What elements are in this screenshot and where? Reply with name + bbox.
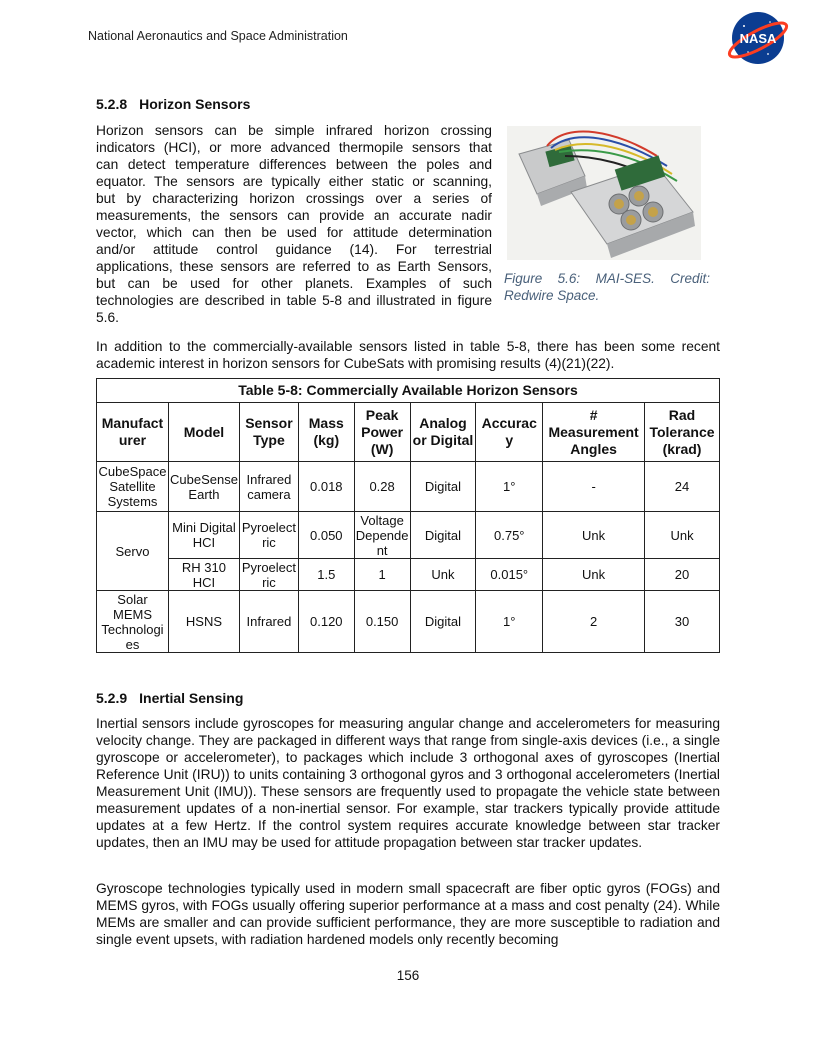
cell-signal: Unk — [410, 559, 476, 591]
cell-signal: Digital — [410, 591, 476, 653]
paragraph-line: applications, these sensors are referred to as Earth Sensors, — [96, 259, 492, 274]
cell-accuracy: 1° — [476, 462, 543, 512]
table-header-cell: Peak Power (W) — [354, 403, 410, 462]
nasa-logo-text: NASA — [739, 31, 777, 46]
cell-mass: 0.050 — [298, 512, 354, 559]
cell-peak-power: 0.28 — [354, 462, 410, 512]
paragraph-line: indicators (HCI), or more advanced thermopile sensors that — [96, 140, 492, 155]
paragraph-line: Horizon sensors can be simple infrared horizon crossing — [96, 123, 492, 138]
table-row — [97, 559, 720, 591]
paragraph-line: vector, which can then be used for attitude determination — [96, 225, 492, 240]
cell-accuracy: 1° — [476, 591, 543, 653]
paragraph-line: can detect temperature differences between the poles and — [96, 157, 492, 172]
table-header-cell: Analog or Digital — [410, 403, 476, 462]
cell-angles: Unk — [543, 559, 645, 591]
cell-manufacturer: Solar MEMS Technologi es — [97, 591, 169, 653]
cell-model: RH 310 HCI — [168, 559, 239, 591]
table-header-cell: Rad Tolerance (krad) — [645, 403, 720, 462]
cell-manufacturer: Servo — [97, 512, 169, 591]
cell-signal: Digital — [410, 512, 476, 559]
cell-rad: 30 — [645, 591, 720, 653]
page-number: 156 — [396, 968, 420, 983]
table-header-cell: Manufact urer — [97, 403, 169, 462]
sensor-photo — [507, 126, 701, 260]
cell-signal: Digital — [410, 462, 476, 512]
header-org-name: National Aeronautics and Space Administration — [88, 29, 348, 43]
cell-sensor-type: Infrared camera — [239, 462, 298, 512]
horizon-paragraph-2: In addition to the commercially-available sensors listed in table 5-8, there has been some recent academic interest in horizon sensors for CubeSats with promising results (4)(21)(22). — [96, 339, 720, 371]
table-header-cell: Mass (kg) — [298, 403, 354, 462]
inertial-paragraph-1: Inertial sensors include gyroscopes for measuring angular change and accelerometers for measuring velocity change. They are packaged in different ways that range from single-axis devices (i.e., a single gyroscope or accelerometer), to packages which include 3 orthogonal axes of gyroscopes (Inertial Reference Unit (IRU)) to units containing 3 orthogonal gyros and 3 orthogonal accelerometers (Inertial Measurement Unit (IMU)). These sensors are frequently used to propagate the vehicle state between measurement updates of a non-inertial sensor. For example, star trackers typically provide attitude updates at a few Hertz. If the control system requires accurate knowledge between star tracker updates, then an IMU may be used for attitude propagation between star tracker updates. — [96, 716, 720, 850]
cell-model: HSNS — [168, 591, 239, 653]
table-row — [97, 591, 720, 653]
paragraph-line: but can be used for other planets. Examples of such — [96, 276, 492, 291]
cell-angles: - — [543, 462, 645, 512]
cell-rad: 20 — [645, 559, 720, 591]
cell-rad: 24 — [645, 462, 720, 512]
cell-sensor-type: Pyroelect ric — [239, 512, 298, 559]
horizon-sensors-table — [96, 378, 720, 653]
table-header-cell: Model — [168, 403, 239, 462]
cell-accuracy: 0.75° — [476, 512, 543, 559]
cell-mass: 0.120 — [298, 591, 354, 653]
paragraph-line: but by characterizing horizon crossings over a series of — [96, 191, 492, 206]
cell-accuracy: 0.015° — [476, 559, 543, 591]
table-row — [97, 512, 720, 559]
cell-angles: Unk — [543, 512, 645, 559]
cell-rad: Unk — [645, 512, 720, 559]
cell-angles: 2 — [543, 591, 645, 653]
table-header-cell: Sensor Type — [239, 403, 298, 462]
table-header-cell: Accurac y — [476, 403, 543, 462]
nasa-logo — [724, 10, 790, 66]
table-caption: Table 5-8: Commercially Available Horizon Sensors — [97, 379, 720, 403]
cell-manufacturer: CubeSpace Satellite Systems — [97, 462, 169, 512]
cell-peak-power: 0.150 — [354, 591, 410, 653]
paragraph-line: equator. The sensors are typically either static or scanning, — [96, 174, 492, 189]
figure-caption: Figure 5.6: MAI-SES. Credit: Redwire Space. — [504, 271, 710, 303]
cell-mass: 1.5 — [298, 559, 354, 591]
paragraph-line: technologies are described in table 5-8 and illustrated in figure — [96, 293, 492, 308]
paragraph-line: measurements, the sensors can provide an accurate nadir — [96, 208, 492, 223]
cell-sensor-type: Infrared — [239, 591, 298, 653]
section-title: Inertial Sensing — [139, 690, 244, 706]
inertial-paragraph-2: Gyroscope technologies typically used in modern small spacecraft are fiber optic gyros (FOGs) and MEMS gyros, with FOGs usually offering superior performance at a mass and cost penalty (24). While MEMs are smaller and can provide sufficient performance, they are more susceptible to radiation and single event upsets, with radiation hardened models only recently becoming — [96, 881, 720, 947]
section-heading-inertial-sensing — [96, 690, 243, 706]
cell-peak-power: Voltage Depende nt — [355, 512, 409, 558]
sensor-illustration — [507, 126, 701, 260]
horizon-paragraph-1 — [96, 122, 492, 326]
section-number: 5.2.9 — [96, 690, 128, 706]
cell-mass: 0.018 — [298, 462, 354, 512]
paragraph-line: and/or attitude control guidance (14). For terrestrial — [96, 242, 492, 257]
table-row — [97, 462, 720, 512]
cell-model: Mini Digital HCI — [168, 512, 239, 559]
cell-peak-power: 1 — [354, 559, 410, 591]
section-number: 5.2.8 — [96, 96, 128, 112]
table-header-cell: # Measurement Angles — [543, 403, 645, 462]
section-heading-horizon-sensors — [96, 96, 250, 112]
paragraph-line: 5.6. — [96, 310, 120, 325]
cell-model: CubeSense Earth — [168, 462, 239, 512]
section-title: Horizon Sensors — [139, 96, 251, 112]
cell-sensor-type: Pyroelect ric — [239, 559, 298, 591]
